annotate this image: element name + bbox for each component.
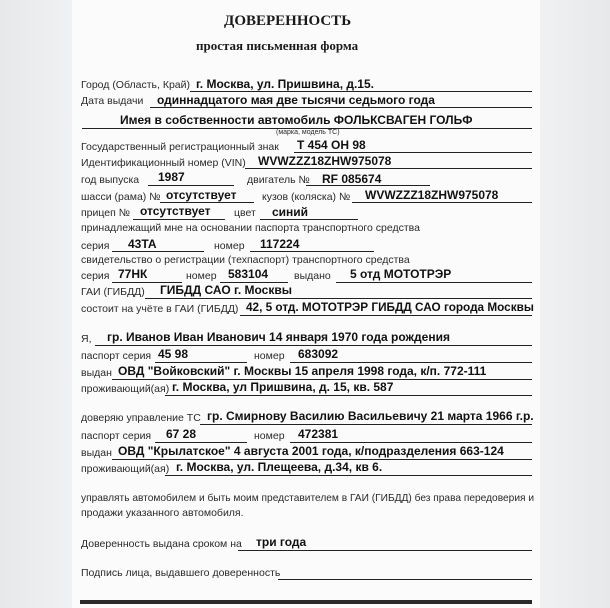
pass1-number-value: 683092 xyxy=(298,347,339,361)
year-label: год выпуска xyxy=(81,174,140,186)
manage-line-2: продажи указанного автомобиля. xyxy=(81,507,244,519)
pts-number-line xyxy=(250,251,374,252)
left-margin xyxy=(0,0,72,608)
registered-label: состоит на учёте в ГАИ (ГИБДД) xyxy=(81,303,239,315)
resid1-label: проживающий(ая) xyxy=(81,383,170,395)
trust-value: гр. Смирнову Василию Васильевичу 21 марта 1966 г.р. xyxy=(207,409,534,423)
registered-value: 42, 5 отд. МОТОТРЭР ГИБДД САО города Москвы xyxy=(246,300,534,314)
sign-label: Подпись лица, выдавшего доверенность xyxy=(81,567,281,579)
reg-sign-label: Государственный регистрационный знак xyxy=(81,141,279,153)
color-line xyxy=(260,219,358,220)
car-sub-caption: (марка, модель ТС) xyxy=(276,129,340,136)
year-value: 1987 xyxy=(158,170,185,184)
color-label: цвет xyxy=(234,207,256,219)
pass1-number-line xyxy=(290,362,532,363)
trust-line xyxy=(200,424,532,425)
pts-number-label: номер xyxy=(214,240,245,252)
reg-sign-line xyxy=(294,152,532,153)
vin-value: WVWZZZ18ZHW975078 xyxy=(258,154,392,168)
doc-subtitle: простая письменная форма xyxy=(196,38,359,53)
doc-title: ДОВЕРЕННОСТЬ xyxy=(224,13,352,29)
resid1-value: г. Москва, ул Пришвина, д. 15, кв. 587 xyxy=(172,380,394,394)
body-line xyxy=(352,202,532,203)
city-label: Город (Область, Край) xyxy=(81,79,191,91)
pass2-series-label: паспорт серия xyxy=(81,430,152,442)
vin-label: Идентификационный номер (VIN) xyxy=(81,157,246,169)
city-value: г. Москва, ул. Пришвина, д.15. xyxy=(196,77,374,91)
i-value: гр. Иванов Иван Иванович 14 января 1970 года рождения xyxy=(107,330,450,344)
cert-issued-value: 5 отд МОТОТРЭР xyxy=(350,267,452,281)
cert-issued-label: выдано xyxy=(294,270,331,282)
pts-series-line xyxy=(112,251,204,252)
right-margin xyxy=(540,0,610,608)
date-value: одиннадцатого мая две тысячи седьмого года xyxy=(157,93,435,107)
resid2-label: проживающий(ая) xyxy=(81,463,170,475)
car-line: Имея в собственности автомобиль ФОЛЬКСВАГЕН ГОЛЬФ xyxy=(120,113,473,127)
pts-series-value: 43ТА xyxy=(128,237,157,251)
body-value: WVWZZZ18ZHW975078 xyxy=(365,188,499,202)
gai-value: ГИБДД САО г. Москвы xyxy=(160,283,292,297)
city-line xyxy=(190,91,532,92)
gai-line xyxy=(145,298,532,299)
trust-label: доверяю управление ТС xyxy=(81,412,201,424)
cert-number-value: 583104 xyxy=(228,267,269,281)
pts-number-value: 117224 xyxy=(260,237,300,251)
engine-value: RF 085674 xyxy=(322,172,382,186)
year-line xyxy=(148,185,234,186)
term-value: три года xyxy=(256,535,307,549)
pass2-number-line xyxy=(290,442,532,443)
trailer-value: отсутствует xyxy=(140,204,211,218)
chassis-value: отсутствует xyxy=(166,188,237,202)
cert-text: свидетельство о регистрации (техпаспорт) транспортного средства xyxy=(81,254,410,266)
pass2-number-value: 472381 xyxy=(298,427,339,441)
belongs-text: принадлежащий мне на основании паспорта транспортного средства xyxy=(81,222,420,234)
resid2-value: г. Москва, ул. Плещеева, д.34, кв 6. xyxy=(176,460,383,474)
bottom-border xyxy=(80,600,532,604)
pass1-series-line xyxy=(155,362,247,363)
cert-series-value: 77НК xyxy=(118,267,148,281)
cert-number-label: номер xyxy=(186,270,217,282)
engine-label: двигатель № xyxy=(247,174,310,186)
pts-series-label: серия xyxy=(81,240,110,252)
pass1-series-label: паспорт серия xyxy=(81,350,152,362)
date-line xyxy=(150,107,532,108)
vin-line xyxy=(245,168,532,169)
resid2-line xyxy=(165,475,532,476)
reg-sign-value: Т 454 ОН 98 xyxy=(297,138,366,152)
manage-line-1: управлять автомобилем и быть моим представителем в ГАИ (ГИБДД) без права передоверия и xyxy=(81,492,535,504)
pass1-number-label: номер xyxy=(254,350,285,362)
resid1-line xyxy=(165,395,532,396)
cert-series-label: серия xyxy=(81,270,110,282)
color-value: синий xyxy=(272,205,309,219)
pass1-issued-label: выдан xyxy=(81,367,112,379)
chassis-label: шасси (рама) № xyxy=(81,191,161,203)
gai-label: ГАИ (ГИБДД) xyxy=(81,286,145,298)
trailer-line xyxy=(133,219,225,220)
cert-issued-line xyxy=(336,282,532,283)
pass2-issued-label: выдан xyxy=(81,447,112,459)
pass2-series-line xyxy=(155,442,247,443)
term-line xyxy=(238,550,532,551)
sign-line xyxy=(278,579,532,580)
i-line xyxy=(95,345,532,346)
chassis-line xyxy=(160,202,254,203)
pass1-issued-value: ОВД "Войковский" г. Москвы 15 апреля 1998 года, к/п. 772-111 xyxy=(118,364,487,378)
pass1-series-value: 45 98 xyxy=(158,347,189,361)
pass2-issued-value: ОВД "Крылатское" 4 августа 2001 года, к/подразделения 663-124 xyxy=(118,444,504,458)
trailer-label: прицеп № xyxy=(81,207,130,219)
registered-line xyxy=(240,315,532,316)
body-label: кузов (коляска) № xyxy=(262,191,351,203)
pass2-number-label: номер xyxy=(254,430,285,442)
i-label: Я, xyxy=(81,333,92,345)
pass2-series-value: 67 28 xyxy=(166,427,197,441)
date-label: Дата выдачи xyxy=(81,95,144,107)
term-label: Доверенность выдана сроком на xyxy=(81,538,242,550)
